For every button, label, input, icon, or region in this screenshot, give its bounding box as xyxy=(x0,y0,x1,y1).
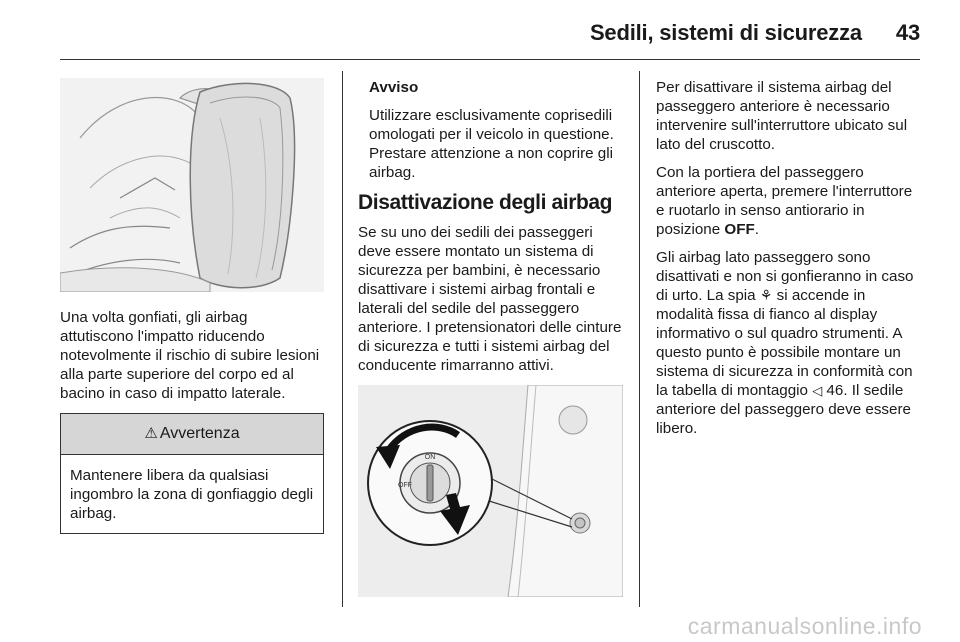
warning-body xyxy=(61,455,323,533)
warning-triangle-icon: ⚠ xyxy=(144,425,158,442)
column-divider-1 xyxy=(342,71,343,607)
airbag-caption: Una volta gonfiati, gli airbag attutiscono l'impatto riducendo notevolmente il rischio di subire lesioni alla parte superiore del corpo ed al bacino in caso di impatto laterale. xyxy=(60,309,320,402)
header-rule xyxy=(60,59,920,60)
switch-on-label: ON xyxy=(424,454,436,461)
column-2 xyxy=(358,78,623,597)
column-divider-2 xyxy=(639,71,640,607)
seat-airbag-illustration xyxy=(60,78,324,292)
page-reference-arrow-icon: ◁ xyxy=(812,383,823,398)
warning-text: Mantenere libera da qualsiasi ingombro la zona di gonfiaggio degli airbag. xyxy=(70,467,314,522)
column-3 xyxy=(656,78,922,447)
column-1 xyxy=(60,78,324,534)
paragraph-switch-location: Per disattivare il sistema airbag del passeggero anteriore è necessario intervenire sull'interruttore ubicato sul lato del cruscotto. xyxy=(656,79,908,153)
page-reference-link[interactable]: 46 xyxy=(822,382,844,399)
switch-off-label: OFF xyxy=(398,482,412,489)
warning-header xyxy=(61,414,323,455)
warning-box xyxy=(60,413,324,534)
page-header xyxy=(590,20,920,46)
note-title: Avviso xyxy=(369,79,419,96)
airbag-switch-illustration xyxy=(358,385,623,597)
deactivation-paragraph: Se su uno dei sedili dei passeggeri deve essere montato un sistema di sicurezza per bambini, è necessario disattivare i sistemi airbag frontali e laterali del sedile del passeggero anteriore. I pretensionatori delle cinture di sicurezza e tutti i sistemi airbag del conducente rimarranno attivi. xyxy=(358,224,622,374)
paragraph-airbag-off: Gli airbag lato passeggero sono disattivati e non si gonfieranno in caso di urto. La spia ⚘ si accende in modalità fissa di fianco al display informativo o sul quadro strumenti. A questo punto è possibile montare un sistema di sicurezza in conformità con la tabella di montaggio ◁ 46. Il sedile anteriore del passeggero deve essere libero. xyxy=(656,249,914,437)
section-title: Sedili, sistemi di sicurezza xyxy=(589,20,862,45)
watermark: carmanualsonline.info xyxy=(687,613,922,639)
warning-title: Avvertenza xyxy=(159,425,240,442)
off-position-label: OFF xyxy=(724,221,755,238)
paragraph-switch-procedure: Con la portiera del passeggero anteriore aperta, premere l'interruttore e ruotarlo in senso antiorario in posizione OFF. xyxy=(656,164,913,238)
note-body: Utilizzare esclusivamente coprisedili omologati per il veicolo in questione. Prestare attenzione a non coprire gli airbag. xyxy=(369,107,614,181)
section-heading: Disattivazione degli airbag xyxy=(358,191,613,214)
page-number: 43 xyxy=(895,20,920,45)
airbag-off-lamp-icon: ⚘ xyxy=(759,287,773,303)
